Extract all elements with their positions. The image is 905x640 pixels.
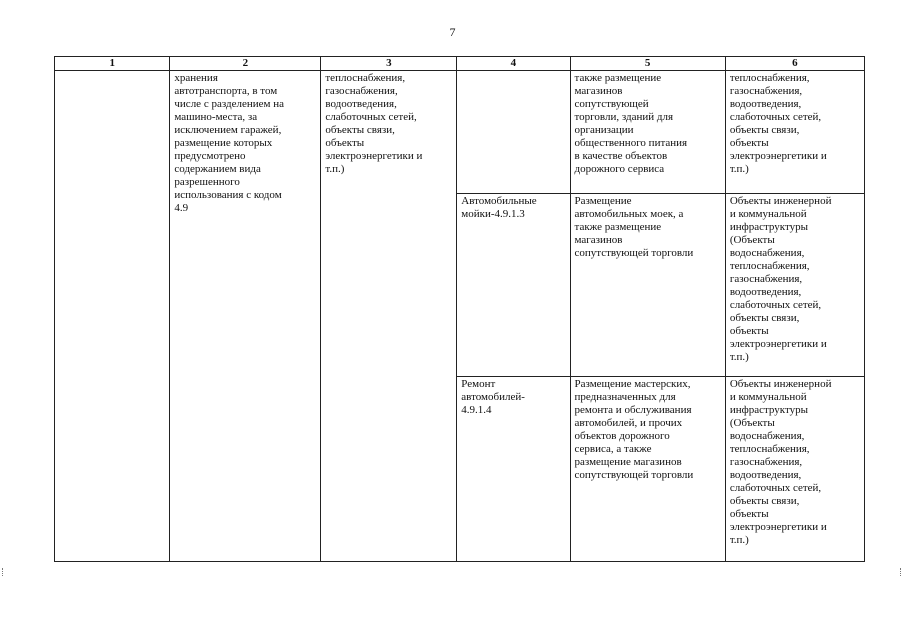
cell-aux-use-type	[457, 71, 570, 194]
cell-aux-use-objects: Объекты инженерной и коммунальной инфраструктуры (Объекты водоснабжения, теплоснабжения, газоснабжения, водоотведения, слаботочных сетей, объекты связи, объекты электроэнергетики и т.п.)	[725, 194, 864, 377]
scan-edge-mark	[900, 568, 903, 576]
header-cell-2: 2	[170, 57, 321, 71]
cell-aux-use-objects: Объекты инженерной и коммунальной инфраструктуры (Объекты водоснабжения, теплоснабжения, газоснабжения, водоотведения, слаботочных сетей, объекты связи, объекты электроэнергетики и т.п.)	[725, 377, 864, 562]
cell-aux-use-description: Размещение автомобильных моек, а также размещение магазинов сопутствующей торговли	[570, 194, 725, 377]
header-cell-5: 5	[570, 57, 725, 71]
cell-aux-use-type: Ремонт автомобилей- 4.9.1.4	[457, 377, 570, 562]
cell-aux-use-type: Автомобильные мойки-4.9.1.3	[457, 194, 570, 377]
header-row	[55, 57, 865, 71]
page-number: 7	[449, 25, 456, 39]
cell-main-use-type	[55, 71, 170, 562]
scan-edge-mark	[2, 568, 5, 576]
header-cell-4: 4	[457, 57, 570, 71]
header-cell-1: 1	[55, 57, 170, 71]
header-cell-6: 6	[725, 57, 864, 71]
cell-aux-use-description: также размещение магазинов сопутствующей торговли, зданий для организации общественного питания в качестве объектов дорожного сервиса	[570, 71, 725, 194]
cell-main-use-description: хранения автотранспорта, в том числе с разделением на машино-места, за исключением гаражей, размещение которых предусмотрено содержанием вида разрешенного использования с кодом 4.9	[170, 71, 321, 562]
cell-aux-use-description: Размещение мастерских, предназначенных для ремонта и обслуживания автомобилей, и прочих объектов дорожного сервиса, а также размещение магазинов сопутствующей торговли	[570, 377, 725, 562]
zoning-table	[54, 56, 865, 562]
table-row	[55, 71, 865, 194]
header-cell-3: 3	[321, 57, 457, 71]
cell-aux-use-objects: теплоснабжения, газоснабжения, водоотведения, слаботочных сетей, объекты связи, объекты электроэнергетики и т.п.)	[725, 71, 864, 194]
cell-main-use-objects: теплоснабжения, газоснабжения, водоотведения, слаботочных сетей, объекты связи, объекты электроэнергетики и т.п.)	[321, 71, 457, 562]
